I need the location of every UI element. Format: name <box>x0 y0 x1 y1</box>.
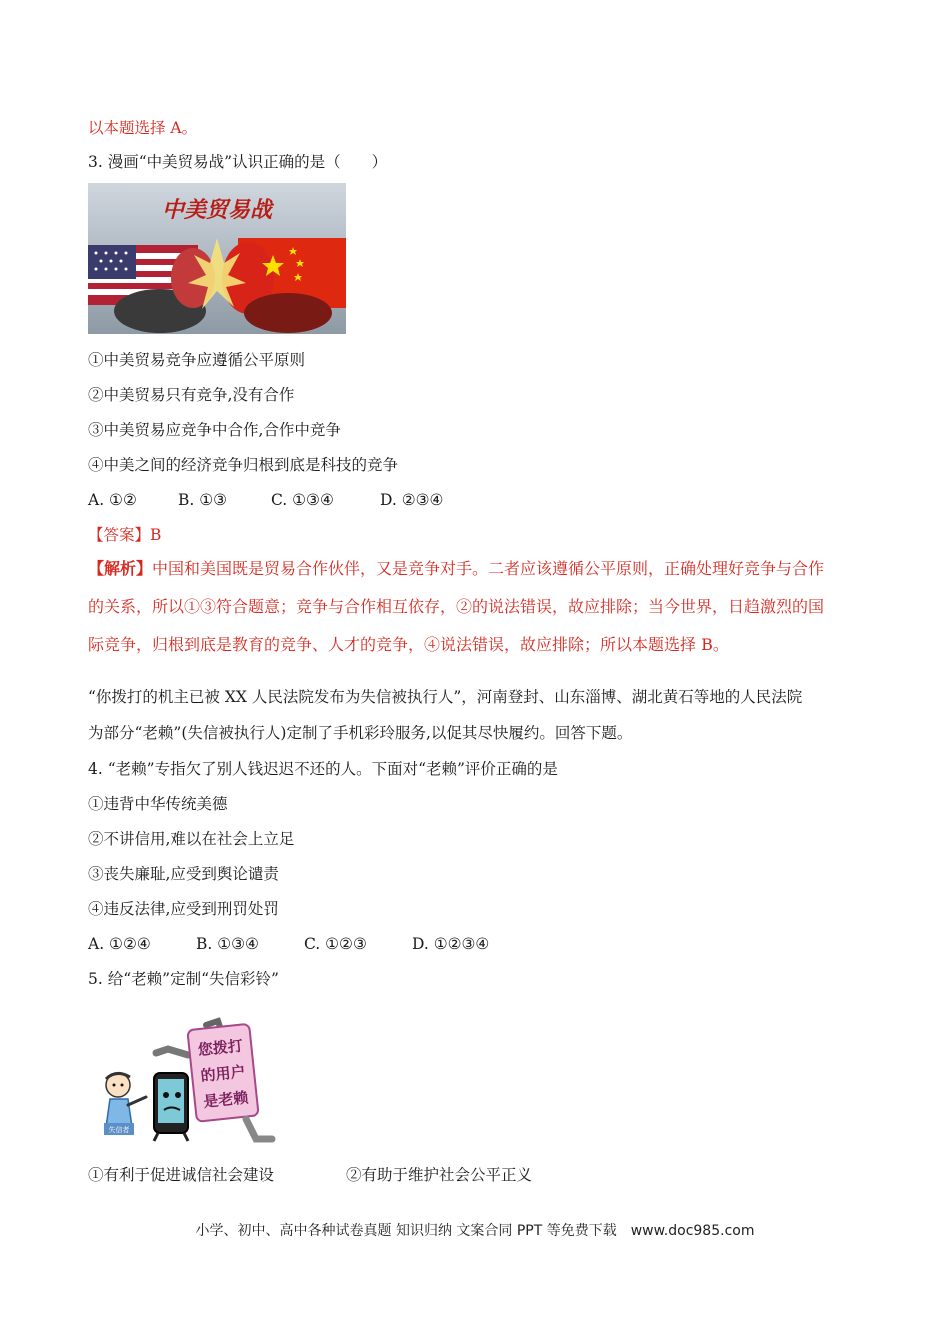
phone-character-icon <box>154 1073 188 1141</box>
answer-value: B <box>150 526 162 544</box>
prev-conclusion: 以本题选择 A。 <box>88 119 198 137</box>
q5-items <box>88 1165 532 1185</box>
q3-item-2: ②中美贸易只有竞争,没有合作 <box>88 386 295 404</box>
q4-item-2: ②不讲信用,难以在社会上立足 <box>88 830 295 848</box>
q4-option-c: C. ①②③ <box>304 935 367 953</box>
q4-option-a: A. ①②④ <box>88 935 151 953</box>
q3-item-1: ①中美贸易竞争应遵循公平原则 <box>88 351 306 369</box>
trade-war-illustration <box>88 183 346 334</box>
q3-item-3: ③中美贸易应竞争中合作,合作中竞争 <box>88 421 341 439</box>
q5-stem: 5. 给“老赖”定制“失信彩铃” <box>88 970 279 988</box>
answer-label: 【答案】 <box>88 526 151 544</box>
q3-option-d: D. ②③④ <box>380 491 444 509</box>
sign-line-3: 是老赖 <box>202 1088 250 1111</box>
q3-item-4: ④中美之间的经济竞争归根到底是科技的竞争 <box>88 456 399 474</box>
q3-analysis-line-3: 际竞争，归根到底是教育的竞争、人才的竞争，④说法错误，故应排除；所以本题选择 B。 <box>88 635 729 654</box>
sign-line-1: 您拨打 <box>197 1036 244 1060</box>
laolai-illustration <box>96 1015 282 1143</box>
q4-item-4: ④违反法律,应受到刑罚处罚 <box>88 900 279 918</box>
sign-line-2: 的用户 <box>199 1062 247 1086</box>
q3-option-a: A. ①② <box>88 491 137 509</box>
q4-option-b: B. ①③④ <box>196 935 259 953</box>
q4-stem: 4. “老赖”专指欠了别人钱迟迟不还的人。下面对“老赖”评价正确的是 <box>88 760 558 778</box>
q4-item-1: ①违背中华传统美德 <box>88 795 228 813</box>
material-line-1: “你拨打的机主已被 XX 人民法院发布为失信被执行人”，河南登封、山东淄博、湖北黄石等地的人民法院 <box>88 688 803 706</box>
q3-stem: 3. 漫画“中美贸易战”认识正确的是（ ） <box>88 153 388 171</box>
q3-analysis-line-1: 【解析】中国和美国既是贸易合作伙伴，又是竞争对手。二者应该遵循公平原则，正确处理好竞争与合作 <box>88 559 825 578</box>
q3-options <box>88 490 443 510</box>
q3-option-c: C. ①③④ <box>271 491 334 509</box>
q4-option-d: D. ①②③④ <box>412 935 490 953</box>
page-footer: 小学、初中、高中各种试卷真题 知识归纳 文案合同 PPT 等免费下载 www.doc985.com <box>195 1223 755 1239</box>
laolai-cartoon <box>96 1015 282 1143</box>
q3-answer <box>88 525 161 545</box>
badge-label: 失信者 <box>108 1126 130 1134</box>
q3-option-b: B. ①③ <box>178 491 228 509</box>
trade-war-cartoon <box>88 183 346 334</box>
q3-analysis-line-2: 的关系，所以①③符合题意；竞争与合作相互依存，②的说法错误，故应排除；当今世界，日趋激烈的国 <box>88 597 825 616</box>
sign-board <box>187 1024 258 1122</box>
q4-item-3: ③丧失廉耻,应受到舆论谴责 <box>88 865 279 883</box>
material-line-2: 为部分“老赖”(失信被执行人)定制了手机彩玲服务,以促其尽快履约。回答下题。 <box>88 724 633 742</box>
analysis-label: 【解析】 <box>88 559 153 578</box>
cartoon-title: 中美贸易战 <box>161 197 273 223</box>
q5-item-1: ①有利于促进诚信社会建设 <box>88 1166 275 1184</box>
q4-options <box>88 934 489 954</box>
q5-item-2: ②有助于维护社会公平正义 <box>346 1166 533 1184</box>
